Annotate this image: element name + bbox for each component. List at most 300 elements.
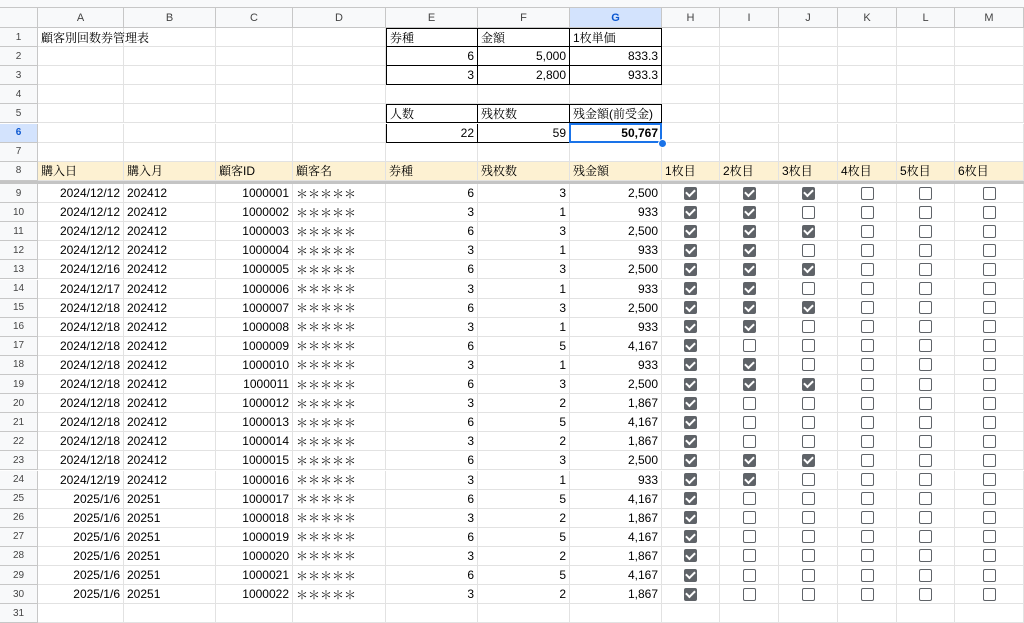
remaining-count-cell[interactable] — [478, 528, 570, 547]
remaining-amount-cell[interactable] — [570, 299, 662, 318]
checkbox-unchecked[interactable] — [919, 416, 932, 429]
empty-cell[interactable] — [720, 66, 779, 85]
empty-cell[interactable] — [124, 104, 216, 123]
checkbox-cell[interactable] — [779, 528, 838, 547]
checkbox-cell[interactable] — [897, 375, 955, 394]
summary-header[interactable] — [570, 104, 662, 123]
empty-cell[interactable] — [478, 85, 570, 104]
checkbox-cell[interactable] — [720, 547, 779, 566]
checkbox-unchecked[interactable] — [983, 301, 996, 314]
checkbox-cell[interactable] — [662, 547, 720, 566]
row-header-16[interactable]: 16 — [0, 318, 38, 337]
checkbox-unchecked[interactable] — [861, 378, 874, 391]
checkbox-unchecked[interactable] — [861, 187, 874, 200]
checkbox-cell[interactable] — [955, 318, 1024, 337]
checkbox-unchecked[interactable] — [983, 416, 996, 429]
checkbox-checked[interactable] — [684, 301, 697, 314]
checkbox-cell[interactable] — [955, 471, 1024, 490]
checkbox-checked[interactable] — [743, 358, 756, 371]
checkbox-unchecked[interactable] — [983, 378, 996, 391]
row-header-27[interactable]: 27 — [0, 528, 38, 547]
empty-cell[interactable] — [293, 66, 386, 85]
empty-cell[interactable] — [570, 604, 662, 623]
empty-cell[interactable] — [955, 604, 1024, 623]
checkbox-cell[interactable] — [838, 356, 897, 375]
column-header-m[interactable]: M — [955, 8, 1024, 28]
remaining-amount-cell[interactable] — [570, 222, 662, 241]
sheet-title[interactable] — [38, 28, 386, 47]
ticket-type-cell[interactable] — [386, 471, 478, 490]
checkbox-unchecked[interactable] — [919, 492, 932, 505]
remaining-count-cell[interactable] — [478, 451, 570, 470]
checkbox-cell[interactable] — [838, 451, 897, 470]
row-header-3[interactable]: 3 — [0, 66, 38, 85]
checkbox-cell[interactable] — [838, 222, 897, 241]
ticket-type-cell[interactable] — [386, 585, 478, 604]
checkbox-unchecked[interactable] — [743, 416, 756, 429]
empty-cell[interactable] — [779, 66, 838, 85]
remaining-count-cell[interactable] — [478, 318, 570, 337]
row-header-13[interactable]: 13 — [0, 260, 38, 279]
remaining-amount-cell[interactable] — [570, 413, 662, 432]
purchase-month-cell[interactable] — [124, 471, 216, 490]
checkbox-cell[interactable] — [897, 222, 955, 241]
empty-cell[interactable] — [897, 143, 955, 162]
remaining-amount-cell[interactable] — [570, 585, 662, 604]
checkbox-unchecked[interactable] — [919, 320, 932, 333]
empty-cell[interactable] — [216, 85, 293, 104]
customer-id-cell[interactable] — [216, 490, 293, 509]
customer-id-cell[interactable] — [216, 585, 293, 604]
ticket-type-cell[interactable] — [386, 241, 478, 260]
checkbox-unchecked[interactable] — [983, 358, 996, 371]
purchase-month-cell[interactable] — [124, 203, 216, 222]
checkbox-cell[interactable] — [897, 528, 955, 547]
remaining-count-cell[interactable] — [478, 184, 570, 203]
purchase-month-cell[interactable] — [124, 241, 216, 260]
checkbox-cell[interactable] — [955, 394, 1024, 413]
checkbox-cell[interactable] — [779, 280, 838, 299]
checkbox-checked[interactable] — [684, 225, 697, 238]
row-header-8[interactable]: 8 — [0, 162, 38, 181]
column-header-e[interactable]: E — [386, 8, 478, 28]
purchase-month-cell[interactable] — [124, 490, 216, 509]
checkbox-unchecked[interactable] — [919, 206, 932, 219]
price-table-cell[interactable] — [478, 66, 570, 85]
checkbox-unchecked[interactable] — [861, 454, 874, 467]
empty-cell[interactable] — [216, 104, 293, 123]
empty-cell[interactable] — [838, 66, 897, 85]
remaining-amount-cell[interactable] — [570, 241, 662, 260]
checkbox-unchecked[interactable] — [983, 339, 996, 352]
price-table-cell[interactable] — [478, 47, 570, 66]
customer-id-cell[interactable] — [216, 528, 293, 547]
customer-name-cell[interactable] — [293, 184, 386, 203]
checkbox-checked[interactable] — [802, 187, 815, 200]
checkbox-cell[interactable] — [662, 394, 720, 413]
checkbox-cell[interactable] — [662, 337, 720, 356]
checkbox-cell[interactable] — [897, 337, 955, 356]
checkbox-cell[interactable] — [838, 299, 897, 318]
empty-cell[interactable] — [662, 85, 720, 104]
empty-cell[interactable] — [838, 124, 897, 143]
row-header-4[interactable]: 4 — [0, 85, 38, 104]
checkbox-unchecked[interactable] — [802, 549, 815, 562]
table-header[interactable] — [662, 162, 720, 181]
remaining-count-cell[interactable] — [478, 241, 570, 260]
checkbox-unchecked[interactable] — [861, 301, 874, 314]
ticket-type-cell[interactable] — [386, 375, 478, 394]
customer-id-cell[interactable] — [216, 203, 293, 222]
checkbox-unchecked[interactable] — [861, 435, 874, 448]
checkbox-cell[interactable] — [955, 451, 1024, 470]
customer-id-cell[interactable] — [216, 471, 293, 490]
row-header-29[interactable]: 29 — [0, 566, 38, 585]
checkbox-unchecked[interactable] — [861, 569, 874, 582]
checkbox-cell[interactable] — [897, 394, 955, 413]
checkbox-cell[interactable] — [955, 222, 1024, 241]
checkbox-checked[interactable] — [684, 454, 697, 467]
empty-cell[interactable] — [293, 143, 386, 162]
checkbox-unchecked[interactable] — [861, 263, 874, 276]
customer-name-cell[interactable] — [293, 509, 386, 528]
checkbox-cell[interactable] — [720, 260, 779, 279]
checkbox-cell[interactable] — [779, 509, 838, 528]
checkbox-cell[interactable] — [662, 356, 720, 375]
empty-cell[interactable] — [897, 104, 955, 123]
checkbox-checked[interactable] — [684, 206, 697, 219]
checkbox-cell[interactable] — [897, 432, 955, 451]
empty-cell[interactable] — [478, 143, 570, 162]
checkbox-cell[interactable] — [779, 566, 838, 585]
checkbox-unchecked[interactable] — [861, 492, 874, 505]
customer-name-cell[interactable] — [293, 394, 386, 413]
empty-cell[interactable] — [779, 143, 838, 162]
checkbox-unchecked[interactable] — [919, 435, 932, 448]
empty-cell[interactable] — [386, 143, 478, 162]
purchase-date-cell[interactable] — [38, 260, 124, 279]
summary-cell[interactable] — [386, 124, 478, 143]
checkbox-unchecked[interactable] — [919, 225, 932, 238]
checkbox-unchecked[interactable] — [919, 530, 932, 543]
row-header-18[interactable]: 18 — [0, 356, 38, 375]
remaining-count-cell[interactable] — [478, 509, 570, 528]
checkbox-checked[interactable] — [684, 416, 697, 429]
checkbox-checked[interactable] — [684, 187, 697, 200]
checkbox-cell[interactable] — [720, 432, 779, 451]
ticket-type-cell[interactable] — [386, 299, 478, 318]
row-header-12[interactable]: 12 — [0, 241, 38, 260]
checkbox-checked[interactable] — [743, 454, 756, 467]
checkbox-cell[interactable] — [955, 299, 1024, 318]
checkbox-cell[interactable] — [720, 299, 779, 318]
checkbox-unchecked[interactable] — [802, 511, 815, 524]
empty-cell[interactable] — [779, 104, 838, 123]
row-header-2[interactable]: 2 — [0, 47, 38, 66]
checkbox-checked[interactable] — [743, 263, 756, 276]
customer-name-cell[interactable] — [293, 566, 386, 585]
checkbox-cell[interactable] — [720, 394, 779, 413]
checkbox-cell[interactable] — [779, 394, 838, 413]
empty-cell[interactable] — [293, 47, 386, 66]
checkbox-cell[interactable] — [955, 337, 1024, 356]
row-header-20[interactable]: 20 — [0, 394, 38, 413]
row-header-22[interactable]: 22 — [0, 432, 38, 451]
empty-cell[interactable] — [38, 47, 124, 66]
checkbox-unchecked[interactable] — [743, 588, 756, 601]
remaining-amount-cell[interactable] — [570, 318, 662, 337]
purchase-date-cell[interactable] — [38, 184, 124, 203]
checkbox-unchecked[interactable] — [983, 397, 996, 410]
checkbox-checked[interactable] — [684, 378, 697, 391]
checkbox-cell[interactable] — [838, 318, 897, 337]
checkbox-checked[interactable] — [684, 339, 697, 352]
checkbox-checked[interactable] — [743, 206, 756, 219]
purchase-date-cell[interactable] — [38, 222, 124, 241]
checkbox-cell[interactable] — [838, 394, 897, 413]
empty-cell[interactable] — [293, 124, 386, 143]
purchase-date-cell[interactable] — [38, 585, 124, 604]
checkbox-unchecked[interactable] — [983, 244, 996, 257]
empty-cell[interactable] — [293, 104, 386, 123]
checkbox-cell[interactable] — [720, 337, 779, 356]
customer-id-cell[interactable] — [216, 299, 293, 318]
row-header-28[interactable]: 28 — [0, 547, 38, 566]
checkbox-cell[interactable] — [838, 413, 897, 432]
price-table-header[interactable] — [386, 28, 478, 47]
row-header-6[interactable]: 6 — [0, 124, 38, 143]
row-header-19[interactable]: 19 — [0, 375, 38, 394]
row-header-14[interactable]: 14 — [0, 280, 38, 299]
checkbox-cell[interactable] — [897, 299, 955, 318]
price-table-cell[interactable] — [570, 66, 662, 85]
column-header-b[interactable]: B — [124, 8, 216, 28]
summary-header[interactable] — [478, 104, 570, 123]
checkbox-unchecked[interactable] — [983, 320, 996, 333]
checkbox-unchecked[interactable] — [919, 378, 932, 391]
column-header-f[interactable]: F — [478, 8, 570, 28]
empty-cell[interactable] — [38, 143, 124, 162]
customer-name-cell[interactable] — [293, 547, 386, 566]
checkbox-cell[interactable] — [662, 490, 720, 509]
checkbox-cell[interactable] — [720, 241, 779, 260]
checkbox-checked[interactable] — [684, 435, 697, 448]
checkbox-checked[interactable] — [684, 282, 697, 295]
checkbox-unchecked[interactable] — [861, 358, 874, 371]
column-header-c[interactable]: C — [216, 8, 293, 28]
checkbox-cell[interactable] — [662, 566, 720, 585]
checkbox-checked[interactable] — [802, 454, 815, 467]
ticket-type-cell[interactable] — [386, 547, 478, 566]
empty-cell[interactable] — [662, 604, 720, 623]
row-header-15[interactable]: 15 — [0, 299, 38, 318]
customer-id-cell[interactable] — [216, 222, 293, 241]
checkbox-unchecked[interactable] — [919, 549, 932, 562]
checkbox-cell[interactable] — [838, 471, 897, 490]
empty-cell[interactable] — [897, 28, 955, 47]
purchase-month-cell[interactable] — [124, 585, 216, 604]
empty-cell[interactable] — [720, 85, 779, 104]
checkbox-cell[interactable] — [897, 471, 955, 490]
row-header-25[interactable]: 25 — [0, 490, 38, 509]
checkbox-cell[interactable] — [897, 509, 955, 528]
checkbox-checked[interactable] — [684, 320, 697, 333]
checkbox-unchecked[interactable] — [919, 569, 932, 582]
checkbox-unchecked[interactable] — [802, 416, 815, 429]
empty-cell[interactable] — [478, 604, 570, 623]
table-header[interactable] — [478, 162, 570, 181]
customer-name-cell[interactable] — [293, 203, 386, 222]
checkbox-cell[interactable] — [779, 184, 838, 203]
checkbox-cell[interactable] — [838, 566, 897, 585]
empty-cell[interactable] — [124, 66, 216, 85]
price-table-header[interactable] — [570, 28, 662, 47]
remaining-amount-cell[interactable] — [570, 451, 662, 470]
empty-cell[interactable] — [38, 104, 124, 123]
checkbox-cell[interactable] — [897, 585, 955, 604]
checkbox-unchecked[interactable] — [802, 569, 815, 582]
customer-id-cell[interactable] — [216, 280, 293, 299]
customer-name-cell[interactable] — [293, 528, 386, 547]
table-header[interactable] — [386, 162, 478, 181]
customer-id-cell[interactable] — [216, 451, 293, 470]
checkbox-cell[interactable] — [838, 375, 897, 394]
checkbox-cell[interactable] — [720, 184, 779, 203]
remaining-count-cell[interactable] — [478, 356, 570, 375]
empty-cell[interactable] — [955, 28, 1024, 47]
checkbox-unchecked[interactable] — [919, 358, 932, 371]
checkbox-unchecked[interactable] — [983, 492, 996, 505]
checkbox-unchecked[interactable] — [983, 435, 996, 448]
checkbox-cell[interactable] — [720, 413, 779, 432]
remaining-count-cell[interactable] — [478, 471, 570, 490]
checkbox-unchecked[interactable] — [743, 435, 756, 448]
purchase-month-cell[interactable] — [124, 451, 216, 470]
empty-cell[interactable] — [779, 124, 838, 143]
checkbox-cell[interactable] — [955, 432, 1024, 451]
checkbox-unchecked[interactable] — [983, 206, 996, 219]
empty-cell[interactable] — [124, 124, 216, 143]
checkbox-unchecked[interactable] — [802, 358, 815, 371]
checkbox-unchecked[interactable] — [919, 301, 932, 314]
remaining-amount-cell[interactable] — [570, 260, 662, 279]
checkbox-unchecked[interactable] — [861, 588, 874, 601]
empty-cell[interactable] — [662, 124, 720, 143]
checkbox-cell[interactable] — [662, 413, 720, 432]
checkbox-unchecked[interactable] — [919, 187, 932, 200]
customer-id-cell[interactable] — [216, 432, 293, 451]
checkbox-cell[interactable] — [720, 222, 779, 241]
ticket-type-cell[interactable] — [386, 451, 478, 470]
customer-id-cell[interactable] — [216, 184, 293, 203]
empty-cell[interactable] — [38, 124, 124, 143]
checkbox-cell[interactable] — [838, 547, 897, 566]
checkbox-checked[interactable] — [684, 549, 697, 562]
checkbox-checked[interactable] — [684, 530, 697, 543]
checkbox-unchecked[interactable] — [802, 588, 815, 601]
checkbox-unchecked[interactable] — [983, 454, 996, 467]
column-header-i[interactable]: I — [720, 8, 779, 28]
empty-cell[interactable] — [124, 85, 216, 104]
column-header-a[interactable]: A — [38, 8, 124, 28]
checkbox-cell[interactable] — [838, 203, 897, 222]
checkbox-cell[interactable] — [779, 585, 838, 604]
checkbox-cell[interactable] — [662, 203, 720, 222]
checkbox-cell[interactable] — [779, 432, 838, 451]
checkbox-cell[interactable] — [720, 566, 779, 585]
row-header-30[interactable]: 30 — [0, 585, 38, 604]
row-header-7[interactable]: 7 — [0, 143, 38, 162]
customer-name-cell[interactable] — [293, 356, 386, 375]
checkbox-checked[interactable] — [743, 282, 756, 295]
empty-cell[interactable] — [662, 143, 720, 162]
checkbox-unchecked[interactable] — [743, 511, 756, 524]
table-header[interactable] — [124, 162, 216, 181]
customer-id-cell[interactable] — [216, 413, 293, 432]
empty-cell[interactable] — [897, 124, 955, 143]
customer-name-cell[interactable] — [293, 260, 386, 279]
checkbox-checked[interactable] — [743, 225, 756, 238]
customer-name-cell[interactable] — [293, 451, 386, 470]
empty-cell[interactable] — [779, 47, 838, 66]
checkbox-cell[interactable] — [779, 337, 838, 356]
checkbox-cell[interactable] — [662, 184, 720, 203]
remaining-count-cell[interactable] — [478, 375, 570, 394]
checkbox-cell[interactable] — [720, 509, 779, 528]
customer-id-cell[interactable] — [216, 260, 293, 279]
ticket-type-cell[interactable] — [386, 413, 478, 432]
checkbox-cell[interactable] — [779, 260, 838, 279]
remaining-amount-cell[interactable] — [570, 375, 662, 394]
table-header[interactable] — [38, 162, 124, 181]
checkbox-cell[interactable] — [955, 280, 1024, 299]
column-header-j[interactable]: J — [779, 8, 838, 28]
checkbox-cell[interactable] — [897, 356, 955, 375]
checkbox-unchecked[interactable] — [983, 187, 996, 200]
empty-cell[interactable] — [955, 104, 1024, 123]
purchase-date-cell[interactable] — [38, 432, 124, 451]
checkbox-cell[interactable] — [955, 184, 1024, 203]
checkbox-cell[interactable] — [838, 260, 897, 279]
remaining-amount-cell[interactable] — [570, 566, 662, 585]
empty-cell[interactable] — [216, 143, 293, 162]
remaining-amount-cell[interactable] — [570, 394, 662, 413]
remaining-count-cell[interactable] — [478, 203, 570, 222]
customer-id-cell[interactable] — [216, 241, 293, 260]
checkbox-cell[interactable] — [897, 241, 955, 260]
empty-cell[interactable] — [779, 28, 838, 47]
empty-cell[interactable] — [955, 66, 1024, 85]
checkbox-cell[interactable] — [662, 260, 720, 279]
checkbox-unchecked[interactable] — [983, 549, 996, 562]
checkbox-cell[interactable] — [720, 471, 779, 490]
remaining-count-cell[interactable] — [478, 394, 570, 413]
checkbox-cell[interactable] — [779, 547, 838, 566]
checkbox-unchecked[interactable] — [802, 435, 815, 448]
purchase-date-cell[interactable] — [38, 547, 124, 566]
empty-cell[interactable] — [838, 47, 897, 66]
remaining-count-cell[interactable] — [478, 566, 570, 585]
customer-id-cell[interactable] — [216, 394, 293, 413]
empty-cell[interactable] — [293, 604, 386, 623]
ticket-type-cell[interactable] — [386, 280, 478, 299]
purchase-date-cell[interactable] — [38, 241, 124, 260]
checkbox-cell[interactable] — [838, 585, 897, 604]
checkbox-unchecked[interactable] — [743, 569, 756, 582]
row-header-11[interactable]: 11 — [0, 222, 38, 241]
checkbox-checked[interactable] — [802, 225, 815, 238]
purchase-date-cell[interactable] — [38, 413, 124, 432]
